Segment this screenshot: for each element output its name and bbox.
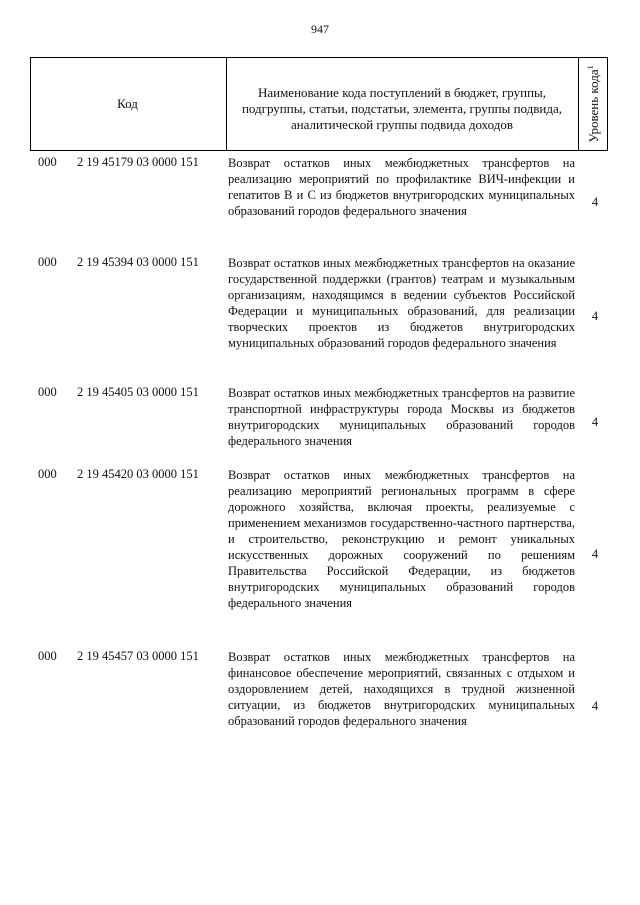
row-income-code: 2 19 45420 03 0000 151 xyxy=(77,467,199,481)
row-admin-code: 000 xyxy=(38,255,57,269)
row-income-code: 2 19 45179 03 0000 151 xyxy=(77,155,199,169)
header-code-label: Код xyxy=(117,96,138,111)
row-name: Возврат остатков иных межбюджетных трансфертов на реализацию мероприятий по профилактике ВИЧ-инфекции и гепатитов В и С из бюджетов внутригородских муниципальных образований городов федерального значения xyxy=(228,156,575,218)
row-level: 4 xyxy=(591,195,599,209)
row-name: Возврат остатков иных межбюджетных трансфертов на реализацию мероприятий региональных программ в сфере дорожного хозяйства, включая проекты, реализуемые с применением механизмов государственно-частного партнерства, и строительство, реконструкцию и ремонт уникальных искусственных дорожных сооружений по решениям Правительства Российской Федерации, из бюджетов внутригородских муниципальных образований городов федерального значения xyxy=(228,468,575,610)
header-level-footnote: 1 xyxy=(585,65,595,70)
row-income-code: 2 19 45457 03 0000 151 xyxy=(77,649,199,663)
header-name-label: Наименование кода поступлений в бюджет, группы, подгруппы, статьи, подстатьи, элемента, группы подвида, аналитической группы подвида доходов xyxy=(241,85,563,132)
table-header xyxy=(30,57,608,151)
row-income-code: 2 19 45405 03 0000 151 xyxy=(77,385,199,399)
row-admin-code: 000 xyxy=(38,467,57,481)
row-level: 4 xyxy=(591,547,599,561)
row-level: 4 xyxy=(591,309,599,323)
row-name: Возврат остатков иных межбюджетных трансфертов на оказание государственной поддержки (грантов) театрам и музыкальным организациям, находящимся в ведении субъектов Российской Федерации и муниципальных образований, для реализации творческих проектов из бюджетов внутригородских муниципальных образований городов федерального значения xyxy=(228,256,575,350)
row-admin-code: 000 xyxy=(38,155,57,169)
row-level: 4 xyxy=(591,699,599,713)
header-level-text: Уровень кода xyxy=(585,69,601,143)
row-admin-code: 000 xyxy=(38,385,57,399)
row-level: 4 xyxy=(591,415,599,429)
row-income-code: 2 19 45394 03 0000 151 xyxy=(77,255,199,269)
row-name: Возврат остатков иных межбюджетных трансфертов на финансовое обеспечение мероприятий, связанных с отдыхом и оздоровлением детей, находящихся в трудной жизненной ситуации, из бюджетов внутригородских муниципальных образований городов федерального значения xyxy=(228,650,575,728)
row-name: Возврат остатков иных межбюджетных трансфертов на развитие транспортной инфраструктуры города Москвы из бюджетов внутригородских муниципальных образований городов федерального значения xyxy=(228,386,575,448)
header-level-cell xyxy=(579,58,608,150)
page-number: 947 xyxy=(311,22,329,36)
header-level-label xyxy=(585,65,601,142)
row-admin-code: 000 xyxy=(38,649,57,663)
